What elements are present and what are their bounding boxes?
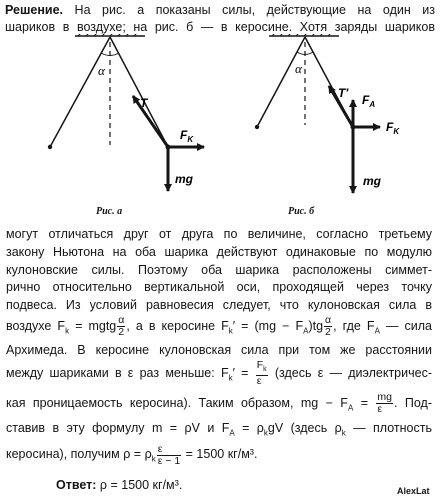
coulomb-label-a: $F_K$: [180, 128, 194, 144]
body-line: подвеса. Из условий равновесия следует, что кулоновская сила в: [6, 298, 432, 313]
gravity-label-a: mg: [175, 172, 193, 186]
answer-label: Ответ:: [56, 478, 97, 492]
tension-arrow-a: [133, 96, 168, 147]
body-line: закону Ньютона на оба шарика действуют одинаковые по модулю: [6, 244, 432, 259]
formula-line-kerosene: между шариками в ε раз меньше: $F_k'$ = $\frac{F_k}{\varepsilon}$ (здесь ε — диэлектричес-: [6, 359, 432, 388]
formula-line-substitution: ставив в эту формулу m = ρV и $F_A = \rho_kgV$ (здесь $\rho_k$ — плотность: [6, 421, 432, 438]
ball-left-b: [255, 125, 259, 129]
answer-value: ρ = 1500 кг/м³.: [99, 478, 183, 492]
figure-b: [255, 34, 401, 193]
archimedes-label-b: $F_A$: [362, 93, 376, 109]
figure-a-caption: Рис. а: [96, 206, 123, 217]
figure-a: [48, 34, 204, 191]
intro-line-1: На рис. а показаны силы, действующие на один из: [74, 3, 435, 17]
answer: [56, 478, 182, 492]
body-line: рично относительно вертикальной оси, проходящей через точку: [6, 280, 432, 295]
solution-body: [6, 226, 432, 472]
body-line: кулоновские силы. Поэтому оба шарика расположены симмет-: [6, 262, 432, 277]
figure-b-caption: Рис. б: [288, 206, 315, 217]
tension-label-b: T′: [338, 86, 349, 100]
intro-line-2: шариков в воздухе; на рис. б — в керосине. Хотя заряды шариков: [5, 19, 435, 34]
intro-text: [5, 2, 435, 35]
formula-line-coulomb: воздухе $F_k$ = mgtg $\frac{\alpha}{2}$ , а в керосине $F_k' = (mg - F_A)tg$ $\frac{\alpha}{2}$ , где $F_A$ — сила: [6, 314, 432, 339]
formula-line-balance: кая проницаемость керосина). Таким образом, mg − $F_A$ = $\frac{mg}{\varepsilon}$ . Под-: [6, 390, 432, 415]
force-diagrams: [0, 34, 440, 209]
solution-heading: Решение.: [5, 3, 64, 17]
thread-left-b: [257, 37, 305, 127]
body-line: могут отличаться друг от друга по величине, согласно третьему: [6, 227, 432, 241]
formula-line-result: керосина), получим $\rho = \rho_k$ $\frac{\varepsilon}{\varepsilon - 1}$ = 1500 кг/м³.: [6, 442, 258, 467]
angle-label-b: α: [295, 61, 302, 76]
body-line: Архимеда. В керосине кулоновская сила при том же расстоянии: [6, 343, 432, 358]
watermark: AlexLat: [397, 486, 430, 496]
angle-label-a: α: [98, 63, 105, 78]
coulomb-label-b: $F_K$: [386, 120, 400, 136]
gravity-label-b: mg: [363, 174, 381, 188]
tension-label-a: T: [140, 96, 148, 110]
ball-left-a: [48, 145, 52, 149]
